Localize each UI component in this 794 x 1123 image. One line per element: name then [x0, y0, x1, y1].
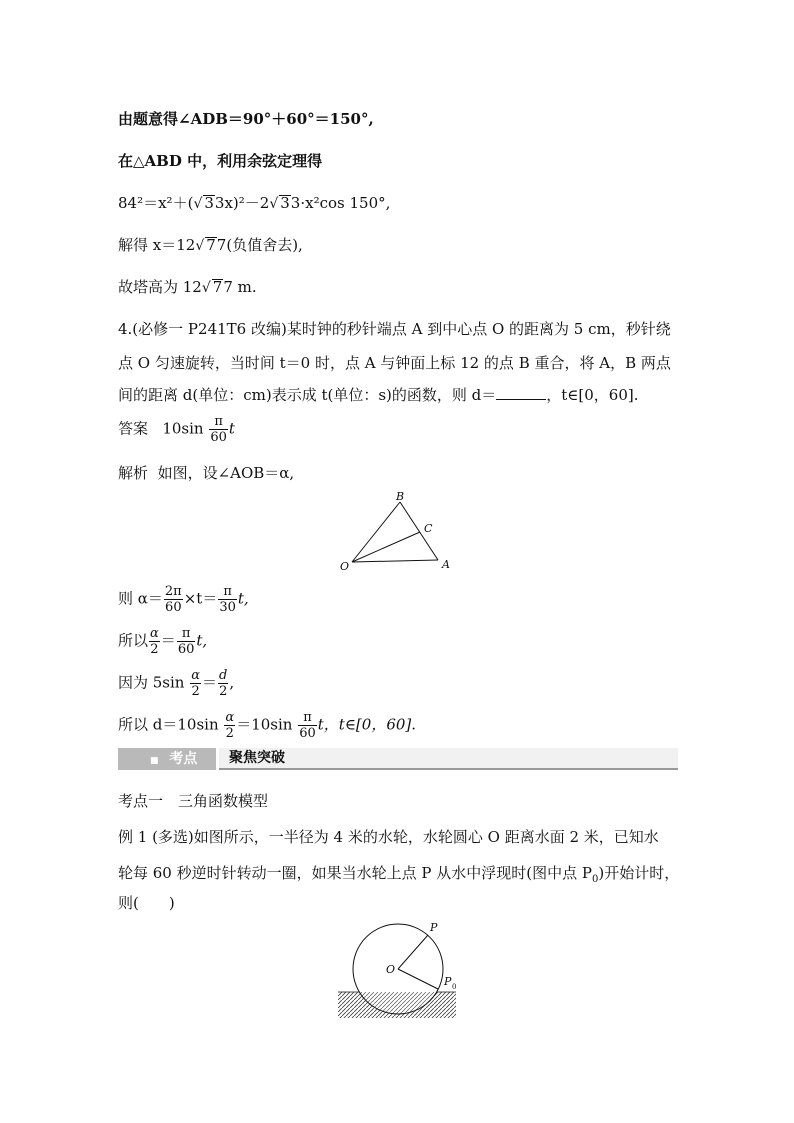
- label-O: O: [340, 560, 350, 573]
- square-bullet-icon: ■: [150, 756, 159, 766]
- example-line-1: 例 1 (多选)如图所示，一半径为 4 米的水轮，水轮圆心 O 距离水面 2 米，已知水: [118, 828, 659, 846]
- fraction: $\frac{\pi}{60}$: [210, 414, 227, 445]
- label-P: P: [430, 921, 438, 934]
- triangle-figure: [330, 490, 460, 575]
- section-banner: [118, 748, 678, 770]
- label-O: O: [386, 963, 396, 976]
- answer-blank: [496, 385, 546, 400]
- derivation-line-3: 84²＝x²＋(√ 33x)²－2√ 33·x²cos 150°,: [118, 194, 391, 212]
- example-line-3: 则( ): [118, 894, 175, 912]
- label-P0-sub: 0: [452, 983, 457, 991]
- solution-line-1: 则 α＝ $\frac{2\pi}{60}$ ×t＝ $\frac{\pi}{30}$ t,: [118, 584, 249, 615]
- label-A: A: [442, 558, 450, 571]
- water-wheel-figure: [330, 912, 465, 1024]
- sqrt-3: 3: [204, 194, 214, 212]
- solution-line-3: 因为 5sin $\frac{\alpha}{2}$ ＝ $\frac{d}{2}$ ,: [118, 668, 235, 699]
- example-line-2: 轮每 60 秒逆时针转动一圈，如果当水轮上点 P 从水中浮现时(图中点 $P_0$)开始计时，: [118, 864, 680, 885]
- q4-line-1: 4.(必修一 P241T6 改编)某时钟的秒针端点 A 到中心点 O 的距离为 5 cm，秒针绕: [118, 320, 671, 338]
- label-P0: P: [444, 975, 452, 988]
- q4-answer: 答案 10sin $\frac{\pi}{60}$ t: [118, 414, 235, 445]
- solution-line-2: 所以 $\frac{\alpha}{2}$ ＝ $\frac{\pi}{60}$ t,: [118, 626, 208, 657]
- banner-tag: ■ 考点: [118, 748, 216, 770]
- derivation-line-4: 解得 x＝12√ 77(负值舍去),: [118, 236, 303, 254]
- section-heading: 考点一 三角函数模型: [118, 792, 269, 810]
- derivation-line-2: 在△ABD 中，利用余弦定理得: [118, 152, 323, 170]
- q4-line-2: 点 O 匀速旋转，当时间 t＝0 时，点 A 与钟面上标 12 的点 B 重合，将 A，B 两点: [118, 354, 671, 372]
- q4-line-3: 间的距离 d(单位：cm)表示成 t(单位：s)的函数，则 d＝ ，t∈[0，60].: [118, 386, 639, 404]
- banner-title: 聚焦突破: [219, 748, 678, 770]
- derivation-line-1: 由题意得∠ADB＝90°＋60°＝150°,: [118, 110, 374, 128]
- label-C: C: [424, 522, 433, 535]
- label-B: B: [396, 490, 405, 503]
- derivation-line-5: 故塔高为 12√ 77 m.: [118, 278, 257, 296]
- solution-line-4: 所以 d＝10sin $\frac{\alpha}{2}$ ＝10sin $\frac{\pi}{60}$ t，t∈[0，60].: [118, 710, 417, 741]
- q4-analysis: 解析 如图，设∠AOB＝α,: [118, 464, 295, 482]
